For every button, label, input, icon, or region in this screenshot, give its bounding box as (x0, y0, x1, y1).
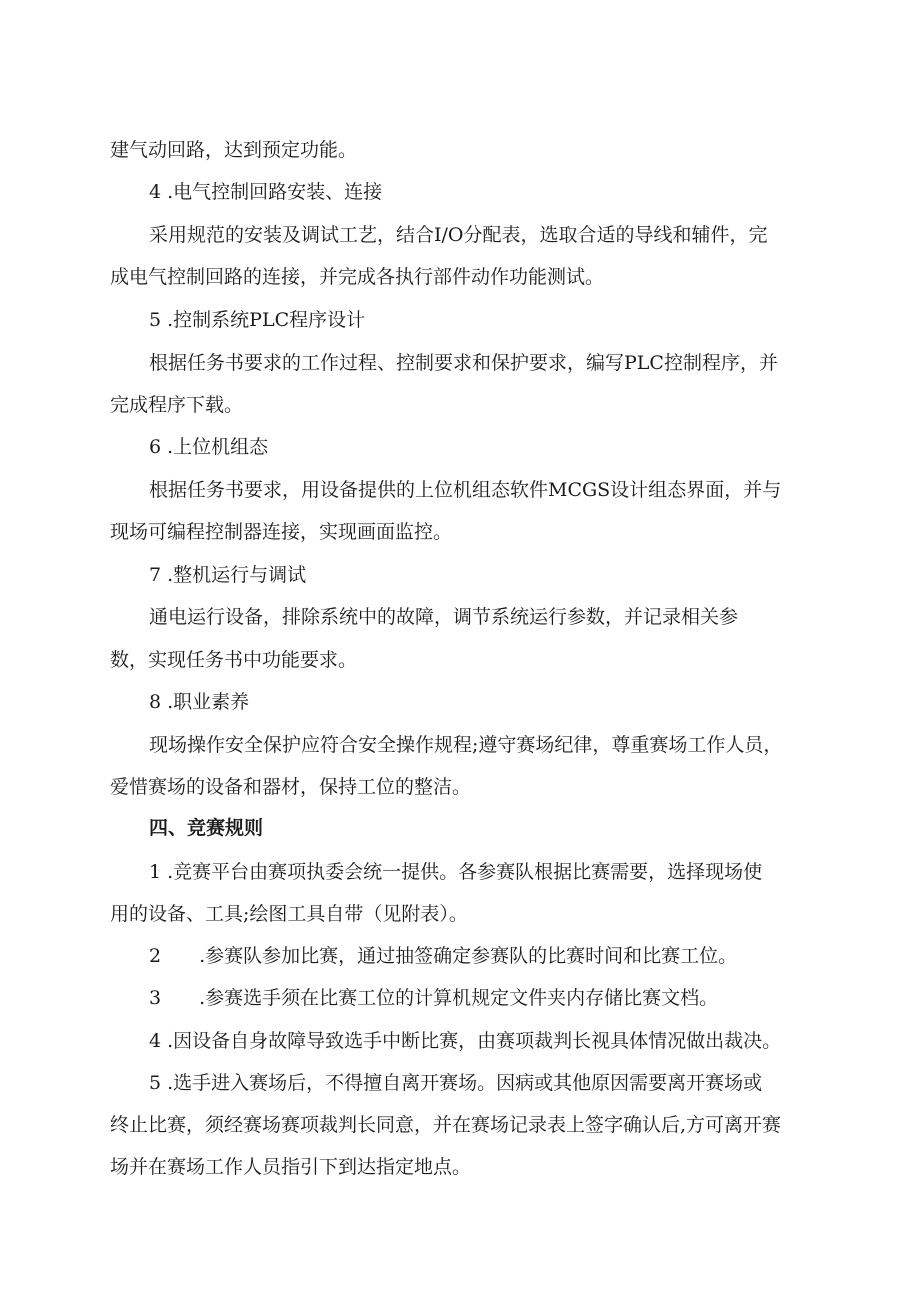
section-heading-4: 4 .电气控制回路安装、连接 (149, 181, 383, 203)
paragraph-line: 现场操作安全保护应符合安全操作规程;遵守赛场纪律，尊重赛场工作人员， (149, 734, 783, 756)
paragraph-line: 成电气控制回路的连接，并完成各执行部件动作功能测试。 (110, 266, 605, 288)
rule-item-2: 2 .参赛队参加比赛，通过抽签确定参赛队的比赛时间和比赛工位。 (149, 945, 738, 967)
rule-item-4: 4 .因设备自身故障导致选手中断比赛，由赛项裁判长视具体情况做出裁决。 (149, 1030, 782, 1052)
rule-item-3: 3 .参赛选手须在比赛工位的计算机规定文件夹内存储比赛文档。 (149, 987, 719, 1009)
paragraph-line: 通电运行设备，排除系统中的故障，调节系统运行参数，并记录相关参 (149, 606, 739, 628)
section-heading-6: 6 .上位机组态 (149, 436, 269, 458)
paragraph-line: 采用规范的安装及调试工艺，结合I/O分配表，选取合适的导线和辅件，完 (149, 224, 768, 246)
chapter-heading-competition-rules: 四、竞赛规则 (149, 817, 264, 839)
paragraph-line: 用的设备、工具;绘图工具自带（见附表）。 (110, 903, 468, 925)
paragraph-line: 根据任务书要求的工作过程、控制要求和保护要求，编写PLC控制程序，并 (149, 352, 778, 374)
rule-item-5: 5 .选手进入赛场后，不得擅自离开赛场。因病或其他原因需要离开赛场或 (149, 1072, 763, 1094)
paragraph-line: 现场可编程控制器连接，实现画面监控。 (110, 521, 453, 543)
section-heading-7: 7 .整机运行与调试 (149, 564, 307, 586)
paragraph-line: 场并在赛场工作人员指引下到达指定地点。 (110, 1156, 472, 1178)
section-heading-5: 5 .控制系统PLC程序设计 (149, 309, 366, 331)
paragraph-line: 数，实现任务书中功能要求。 (110, 649, 358, 671)
paragraph-line: 完成程序下载。 (110, 394, 244, 416)
paragraph-line: 爱惜赛场的设备和器材，保持工位的整洁。 (110, 776, 472, 798)
section-heading-8: 8 .职业素养 (149, 691, 250, 713)
paragraph-line: 终止比赛，须经赛场赛项裁判长同意，并在赛场记录表上签字确认后,方可离开赛 (110, 1114, 782, 1136)
rule-item-1: 1 .竞赛平台由赛项执委会统一提供。各参赛队根据比赛需要，选择现场使 (149, 861, 763, 883)
paragraph-line: 建气动回路，达到预定功能。 (110, 139, 358, 161)
paragraph-line: 根据任务书要求，用设备提供的上位机组态软件MCGS设计组态界面，并与 (149, 479, 782, 501)
